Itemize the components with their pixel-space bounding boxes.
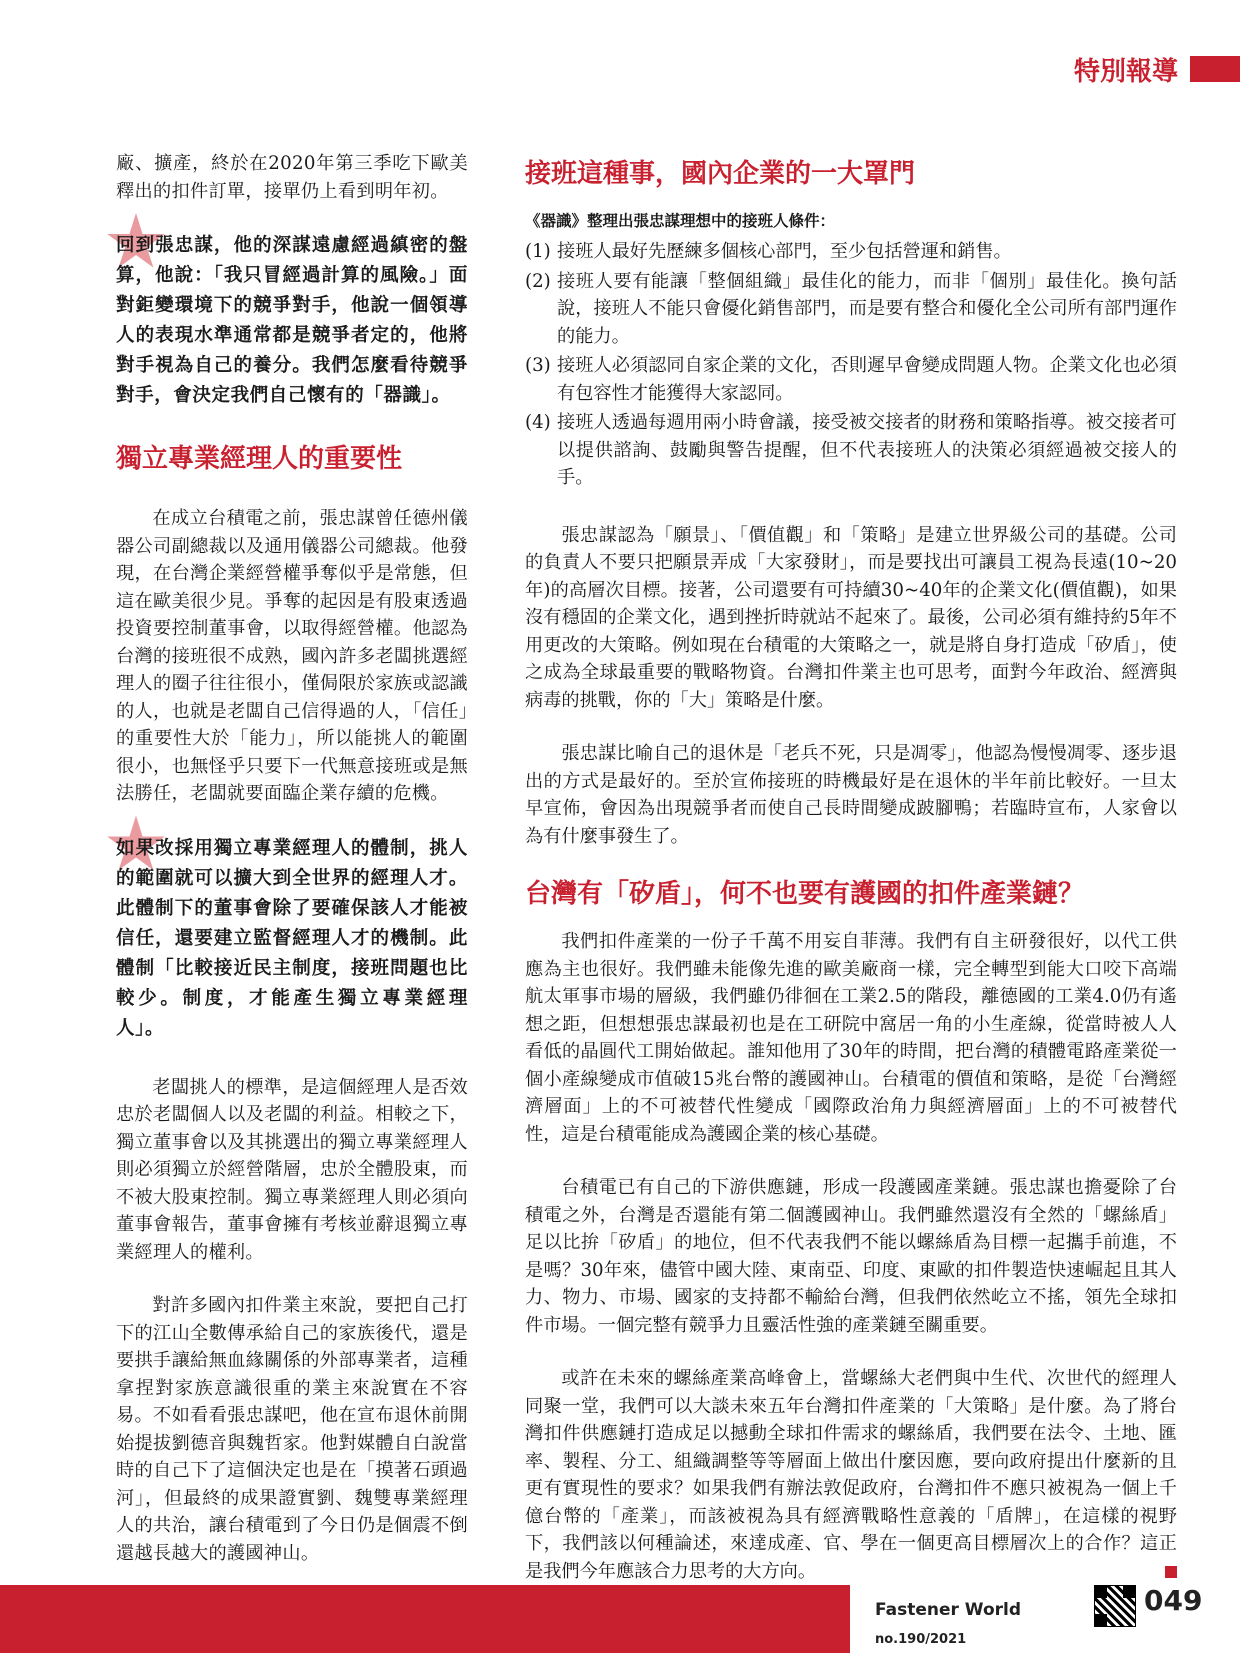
left-paragraph-2: 老闆挑人的標準，是這個經理人是否效忠於老闆個人以及老闆的利益。相較之下，獨立董事會以及其挑選出的獨立專業經理人則必須獨立於經營階層，忠於全體股東，而不被大股東控制。獨立專業經理人則必須向董事會報告，董事會擁有考核並辭退獨立專業經理人的權利。 — [116, 1076, 468, 1263]
pull-quote-2-text: 如果改採用獨立專業經理人的體制，挑人的範圍就可以擴大到全世界的經理人才。此體制下的董事會除了要確保該人才能被信任，還要建立監督經理人才的機制。此體制「比較接近民主制度，接班問題也比較少。制度，才能產生獨立專業經理人」。 — [116, 837, 468, 1039]
page-number: 049 — [1144, 1584, 1203, 1617]
list-item: (4) 接班人透過每週用兩小時會議，接受被交接者的財務和策略指導。被交接者可以提供諮詢、鼓勵與警告提醒，但不代表接班人的決策必須經過被交接人的手。 — [525, 412, 1177, 488]
pull-quote-2 — [116, 834, 468, 1044]
pull-quote-1 — [116, 231, 468, 411]
section-label: 特別報導 — [1073, 57, 1178, 87]
end-of-article-mark — [1165, 1566, 1177, 1578]
right-paragraph-2: 張忠謀比喻自己的退休是「老兵不死，只是凋零」，他認為慢慢凋零、逐步退出的方式是最好的。至於宣佈接班的時機最好是在退休的半年前比較好。一旦太早宣佈，會因為出現競爭者而使自己長時間變成跛腳鴨；若臨時宣布，人家會以為有什麼事發生了。 — [525, 743, 1177, 847]
section-heading-succession: 接班這種事，國內企業的一大罩門 — [525, 159, 916, 189]
right-paragraph-4: 台積電已有自己的下游供應鏈，形成一段護國產業鏈。張忠謀也擔憂除了台積電之外，台灣是否還能有第二個護國神山。我們雖然還沒有全然的「螺絲盾」足以比拚「矽盾」的地位，但不代表我們不能以螺絲盾為目標一起攜手前進，不是嗎？30年來，儘管中國大陸、東南亞、印度、東歐的扣件製造快速崛起且其人力、物力、市場、國家的支持都不輸給台灣，但我們依然屹立不搖，領先全球扣件市場。一個完整有競爭力且靈活性強的產業鏈至關重要。 — [525, 1177, 1177, 1336]
qr-code-icon — [1094, 1585, 1136, 1627]
list-item: (1) 接班人最好先歷練多個核心部門，至少包括營運和銷售。 — [525, 241, 1012, 262]
right-paragraph-5: 或許在未來的螺絲產業高峰會上，當螺絲大老們與中生代、次世代的經理人同聚一堂，我們可以大談未來五年台灣扣件產業的「大策略」是什麼。為了將台灣扣件供應鏈打造成足以撼動全球扣件需求的螺絲盾，我們要在法令、土地、匯率、製程、分工、組織調整等等層面上做出什麼因應，要向政府提出什麼新的且更有實現性的要求？如果我們有辦法敦促政府，台灣扣件不應只被視為一個上千億台幣的「產業」，而該被視為具有經濟戰略性意義的「盾牌」，在這樣的視野下，我們該以何種論述，來達成產、官、學在一個更高目標層次上的合作？這正是我們今年應該合力思考的大方向。 — [525, 1368, 1177, 1582]
left-column — [116, 150, 468, 1593]
left-paragraph-1: 在成立台積電之前，張忠謀曾任德州儀器公司副總裁以及通用儀器公司總裁。他發現，在台灣企業經營權爭奪似乎是常態，但這在歐美很少見。爭奪的起因是有股東透過投資要控制董事會，以取得經營權。他認為台灣的接班很不成熟，國內許多老闆挑選經理人的圈子往往很小，僅侷限於家族或認識的人，也就是老闆自己信得過的人，「信任」的重要性大於「能力」，所以能挑人的範圍很小，也無怪乎只要下一代無意接班或是無法勝任，老闆就要面臨企業存續的危機。 — [116, 508, 468, 804]
publication-name: Fastener World — [875, 1600, 1022, 1620]
list-item: (2) 接班人要有能讓「整個組織」最佳化的能力，而非「個別」最佳化。換句話說，接班人不能只會優化銷售部門，而是要有整合和優化全公司所有部門運作的能力。 — [525, 270, 1177, 347]
conditions-intro: 《器識》整理出張忠謀理想中的接班人條件： — [525, 212, 836, 230]
footer-accent-bar — [0, 1585, 850, 1653]
right-paragraph-1: 張忠謀認為「願景」、「價值觀」和「策略」是建立世界級公司的基礎。公司的負責人不要只把願景弄成「大家發財」，而是要找出可讓員工視為長遠(10~20年)的高層次目標。接著，公司還要有可持續30~40年的企業文化(價值觀)，如果沒有穩固的企業文化，遇到挫折時就站不起來了。最後，公司必須有維持約5年不用更改的大策略。例如現在台積電的大策略之一，就是將自身打造成「矽盾」，使之成為全球最重要的戰略物資。台灣扣件業主也可思考，面對今年政治、經濟與病毒的挑戰，你的「大」策略是什麼。 — [525, 524, 1177, 711]
footer-publication — [875, 1596, 1095, 1647]
left-paragraph-3: 對許多國內扣件業主來說，要把自己打下的江山全數傳承給自己的家族後代，還是要拱手讓給無血緣關係的外部專業者，這種拿捏對家族意識很重的業主來說實在不容易。不如看看張忠謀吧，他在宣布退休前開始提拔劉德音與魏哲家。他對媒體自白說當時的自己下了這個決定也是在「摸著石頭過河」，但最終的成果證實劉、魏雙專業經理人的共治，讓台積電到了今日仍是個震不倒還越長越大的護國神山。 — [116, 1295, 468, 1564]
succession-conditions-list — [525, 238, 1177, 492]
list-item: (3) 接班人必須認同自家企業的文化，否則遲早會變成問題人物。企業文化也必須有包容性才能獲得大家認同。 — [525, 355, 1177, 404]
issue-number: no.190/2021 — [875, 1632, 967, 1647]
header-accent-bar — [1190, 56, 1240, 82]
section-heading-silicon-shield: 台灣有「矽盾」，何不也要有護國的扣件產業鏈？ — [525, 879, 1085, 909]
left-intro-paragraph: 廠、擴產，終於在2020年第三季吃下歐美釋出的扣件訂單，接單仍上看到明年初。 — [116, 153, 468, 202]
section-heading-independent-manager: 獨立專業經理人的重要性 — [116, 444, 403, 474]
right-paragraph-3: 我們扣件產業的一份子千萬不用妄自菲薄。我們有自主研發很好，以代工供應為主也很好。我們雖未能像先進的歐美廠商一樣，完全轉型到能大口咬下高端航太軍事市場的層級，我們雖仍徘徊在工業2.5的階段，離德國的工業4.0仍有遙想之距，但想想張忠謀最初也是在工研院中窩居一角的小生產線，從當時被人人看低的晶圓代工開始做起。誰知他用了30年的時間，把台灣的積體電路產業從一個小產線變成市值破15兆台幣的護國神山。台積電的價值和策略，是從「台灣經濟層面」上的不可被替代性變成「國際政治角力與經濟層面」上的不可被替代性，這是台積電能成為護國企業的核心基礎。 — [525, 931, 1177, 1145]
pull-quote-1-text: 回到張忠謀，他的深謀遠慮經過縝密的盤算，他說：「我只冒經過計算的風險。」面對鉅變環境下的競爭對手，他說一個領導人的表現水準通常都是競爭者定的，他將對手視為自己的養分。我們怎麼看待競爭對手，會決定我們自己懷有的「器識」。 — [116, 235, 468, 406]
right-column — [525, 150, 1177, 1611]
